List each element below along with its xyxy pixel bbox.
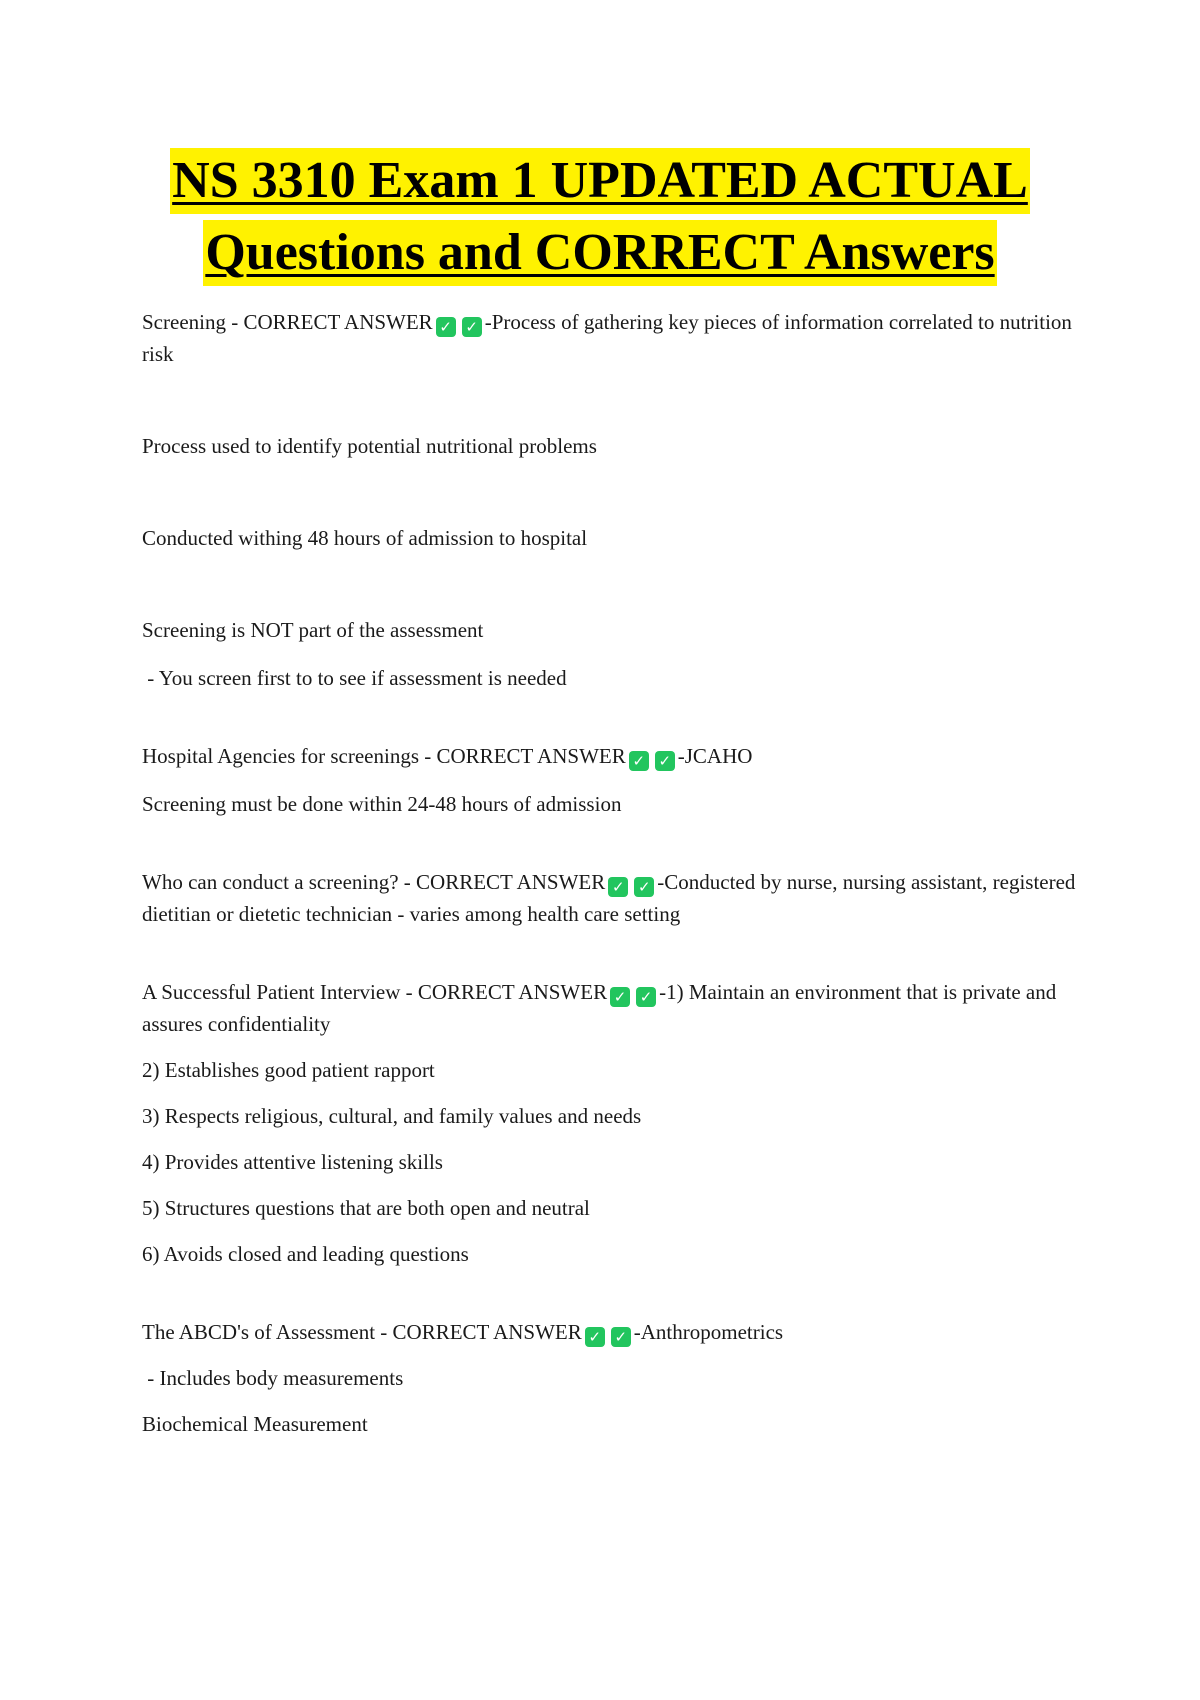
checkmark-icon: ✓ <box>629 751 649 771</box>
checkmark-icon: ✓ <box>462 317 482 337</box>
paragraph-body-measurements: - Includes body measurements <box>142 1366 404 1390</box>
checkmark-icon: ✓ <box>610 987 630 1007</box>
answer-text: -Process of gathering key pieces of information correlated to nutrition risk <box>142 310 1072 366</box>
checkmark-icon: ✓ <box>608 877 628 897</box>
paragraph-biochemical: Biochemical Measurement <box>142 1412 368 1436</box>
document-title <box>0 148 1200 286</box>
qa-patient-interview <box>142 976 1077 1040</box>
paragraph-conducted: Conducted withing 48 hours of admission to hospital <box>142 526 588 550</box>
paragraph-not-part: Screening is NOT part of the assessment <box>142 618 484 642</box>
checkmark-icon: ✓ <box>655 751 675 771</box>
qa-who-conducts <box>142 866 1077 930</box>
answer-text: -Anthropometrics <box>633 1320 784 1344</box>
question-text: Hospital Agencies for screenings - CORRECT ANSWER <box>142 744 626 768</box>
list-item: 2) Establishes good patient rapport <box>142 1058 435 1082</box>
paragraph-screen-first: - You screen first to to see if assessment is needed <box>142 666 567 690</box>
answer-text: -Conducted by nurse, nursing assistant, registered dietitian or dietetic technician - varies among health care setting <box>142 870 1076 926</box>
list-item: 4) Provides attentive listening skills <box>142 1150 443 1174</box>
checkmark-icon: ✓ <box>436 317 456 337</box>
checkmark-icon: ✓ <box>585 1327 605 1347</box>
question-text: Who can conduct a screening? - CORRECT ANSWER <box>142 870 606 894</box>
list-item: 5) Structures questions that are both open and neutral <box>142 1196 590 1220</box>
list-item: 3) Respects religious, cultural, and family values and needs <box>142 1104 642 1128</box>
checkmark-icon: ✓ <box>636 987 656 1007</box>
qa-abcd-assessment <box>142 1316 1077 1348</box>
document-body <box>142 306 1077 1440</box>
title-line-1: NS 3310 Exam 1 UPDATED ACTUAL <box>170 148 1030 214</box>
answer-text: -JCAHO <box>677 744 753 768</box>
qa-screening <box>142 306 1077 370</box>
checkmark-icon: ✓ <box>611 1327 631 1347</box>
question-text: A Successful Patient Interview - CORRECT ANSWER <box>142 980 608 1004</box>
list-item: 6) Avoids closed and leading questions <box>142 1242 469 1266</box>
question-text: The ABCD's of Assessment - CORRECT ANSWER <box>142 1320 582 1344</box>
question-text: Screening - CORRECT ANSWER <box>142 310 433 334</box>
checkmark-icon: ✓ <box>634 877 654 897</box>
paragraph-identify: Process used to identify potential nutritional problems <box>142 434 597 458</box>
answer-text: -1) Maintain an environment that is private and assures confidentiality <box>142 980 1057 1036</box>
qa-hospital-agencies <box>142 740 1077 772</box>
paragraph-within: Screening must be done within 24-48 hours of admission <box>142 792 622 816</box>
title-line-2: Questions and CORRECT Answers <box>203 220 996 286</box>
